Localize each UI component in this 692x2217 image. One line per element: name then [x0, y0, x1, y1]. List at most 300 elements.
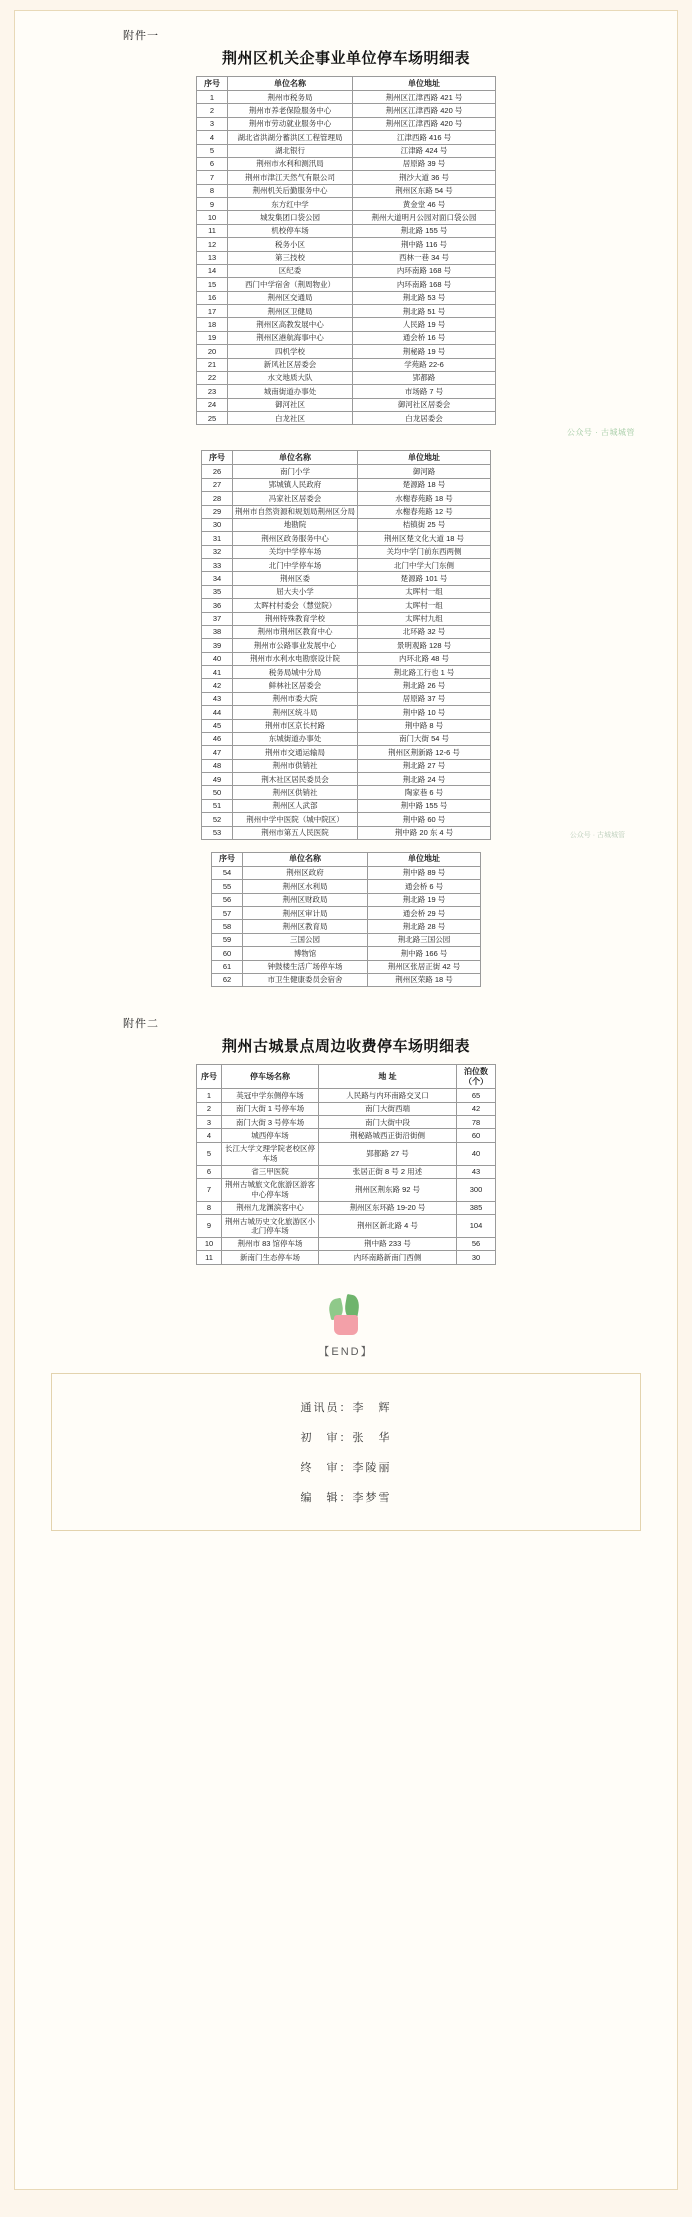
table-cell: 人民路与内环南路交叉口 — [319, 1089, 457, 1102]
table-cell: 新风社区居委会 — [228, 358, 353, 371]
table-row — [212, 973, 481, 986]
document-page — [0, 10, 692, 2217]
table-cell: 御河路 — [358, 465, 491, 478]
pot-icon — [334, 1315, 358, 1335]
table-row — [197, 157, 496, 170]
table-cell: 荆中路 10 号 — [358, 706, 491, 719]
table-row — [202, 465, 491, 478]
table-cell: 7 — [197, 1178, 222, 1201]
credit-row: 初 审：张 华 — [300, 1431, 392, 1444]
table-cell: 荆州区卫健局 — [228, 305, 353, 318]
table-cell: 陶家巷 6 号 — [358, 786, 491, 799]
table-cell: 荆州古城历史文化旅游区小北门停车场 — [222, 1215, 319, 1238]
table-cell: 荆州市津江天然气有限公司 — [228, 171, 353, 184]
table-cell: 荆州区港航海事中心 — [228, 331, 353, 344]
col-header-addr: 单位地址 — [358, 451, 491, 465]
table-cell: 60 — [212, 947, 243, 960]
table-cell: 城南街道办事处 — [228, 385, 353, 398]
table-cell: 南门小学 — [233, 465, 358, 478]
watermark-text: 公众号 · 古城城管 — [566, 428, 635, 438]
table-row — [202, 679, 491, 692]
table-cell: 钟鼓楼生活广场停车场 — [243, 960, 368, 973]
table-cell: 荆州区水利局 — [243, 880, 368, 893]
table-cell: 385 — [457, 1201, 496, 1214]
table-cell: 太晖村一组 — [358, 599, 491, 612]
attachment1-cont1-table — [201, 450, 491, 840]
table-cell: 104 — [457, 1215, 496, 1238]
table-cell: 税务局城中分局 — [233, 666, 358, 679]
table-cell: 荆北路工行也 1 号 — [358, 666, 491, 679]
table-row — [212, 933, 481, 946]
table-cell: 荆中路 166 号 — [368, 947, 481, 960]
table-header-row — [202, 451, 491, 465]
table-row — [202, 719, 491, 732]
table-cell: 鲜林社区居委会 — [233, 679, 358, 692]
table-row — [202, 612, 491, 625]
table-cell: 荆中路 60 号 — [358, 813, 491, 826]
table-cell: 43 — [202, 692, 233, 705]
table-cell: 荆州区政务服务中心 — [233, 532, 358, 545]
table-cell: 荆州区统斗局 — [233, 706, 358, 719]
table-cell: 荆中路 20 东 4 号 — [358, 826, 491, 839]
table-cell: 5 — [197, 1142, 222, 1165]
table-row — [197, 1142, 496, 1165]
table-cell: 24 — [197, 398, 228, 411]
table-cell: 33 — [202, 559, 233, 572]
table-cell: 郢都路 27 号 — [319, 1142, 457, 1165]
table-row — [202, 746, 491, 759]
table-cell: 荆北路 27 号 — [358, 759, 491, 772]
table-cell: 御河社区 — [228, 398, 353, 411]
table-cell: 英冠中学东侧停车场 — [222, 1089, 319, 1102]
end-block — [27, 1293, 665, 1359]
table-row — [197, 131, 496, 144]
table-cell: 南门大街西端 — [319, 1102, 457, 1115]
table-row — [197, 398, 496, 411]
table-cell: 荆州机关后勤服务中心 — [228, 184, 353, 197]
table-cell: 6 — [197, 1165, 222, 1178]
table-cell: 荆州市荆州区教育中心 — [233, 625, 358, 638]
table-cell: 50 — [202, 786, 233, 799]
table-cell: 通会桥 29 号 — [368, 907, 481, 920]
table-row — [202, 585, 491, 598]
table-cell: 荆州大道明月公园对面口袋公园 — [353, 211, 496, 224]
attachment1-cont2-table — [211, 852, 481, 987]
attachment1-title: 荆州区机关企事业单位停车场明细表 — [221, 50, 470, 67]
table-cell: 56 — [212, 893, 243, 906]
table-cell: 14 — [197, 264, 228, 277]
table-row — [197, 331, 496, 344]
table-cell: 荆州区高教发展中心 — [228, 318, 353, 331]
table-cell: 居原路 37 号 — [358, 692, 491, 705]
table-cell: 45 — [202, 719, 233, 732]
col-header-no: 序号 — [212, 852, 243, 866]
table-cell: 北环路 32 号 — [358, 625, 491, 638]
table-cell: 荆州市水利和测汛局 — [228, 157, 353, 170]
table-cell: 58 — [212, 920, 243, 933]
table-row — [197, 1251, 496, 1264]
table-cell: 18 — [197, 318, 228, 331]
table-row — [197, 371, 496, 384]
table-cell: 荆中路 233 号 — [319, 1237, 457, 1250]
table-header-row — [197, 77, 496, 91]
table-cell: 御河社区居委会 — [353, 398, 496, 411]
table-cell: 白龙居委会 — [353, 412, 496, 425]
table-cell: 8 — [197, 1201, 222, 1214]
table-cell: 新南门生态停车场 — [222, 1251, 319, 1264]
table-row — [202, 666, 491, 679]
table-cell: 荆州市第五人民医院 — [233, 826, 358, 839]
table-row — [202, 639, 491, 652]
table-cell: 楚源路 101 号 — [358, 572, 491, 585]
table-cell: 水榭春苑路 12 号 — [358, 505, 491, 518]
table-row — [197, 117, 496, 130]
table-cell: 南门大街中段 — [319, 1116, 457, 1129]
table-cell: 38 — [202, 625, 233, 638]
table-cell: 6 — [197, 157, 228, 170]
table-cell: 43 — [457, 1165, 496, 1178]
table-cell: 人民路 19 号 — [353, 318, 496, 331]
table-cell: 11 — [197, 1251, 222, 1264]
table-cell: 78 — [457, 1116, 496, 1129]
table-cell: 荆州区教育局 — [243, 920, 368, 933]
attachment1-cont2-body — [212, 866, 481, 986]
table-cell: 太晖村村委会（慧觉院） — [233, 599, 358, 612]
table-cell: 荆北路 19 号 — [368, 893, 481, 906]
table-row — [212, 907, 481, 920]
col-header-addr: 单位地址 — [368, 852, 481, 866]
table-row — [202, 652, 491, 665]
table-cell: 52 — [202, 813, 233, 826]
table-cell: 荆中路 155 号 — [358, 799, 491, 812]
table-cell: 65 — [457, 1089, 496, 1102]
table-cell: 荆州市税务局 — [228, 91, 353, 104]
table-cell: 荆北路 155 号 — [353, 224, 496, 237]
table-row — [197, 264, 496, 277]
attachment2-title: 荆州古城景点周边收费停车场明细表 — [221, 1038, 470, 1056]
table-cell: 4 — [197, 1129, 222, 1142]
table-cell: 53 — [202, 826, 233, 839]
table-cell: 城发集团口袋公园 — [228, 211, 353, 224]
table-cell: 市卫生健康委员会宿舍 — [243, 973, 368, 986]
table-cell: 地勘院 — [233, 518, 358, 531]
table-row — [197, 224, 496, 237]
col-header-no: 序号 — [197, 1065, 222, 1089]
table-cell: 荆州区政府 — [243, 866, 368, 879]
table-cell: 北门中学停车场 — [233, 559, 358, 572]
table-cell: 荆州区荆新路 12-6 号 — [358, 746, 491, 759]
table-cell: 太晖村一组 — [358, 585, 491, 598]
table-cell: 荆州市供销社 — [233, 759, 358, 772]
table-row — [197, 251, 496, 264]
table-cell: 12 — [197, 238, 228, 251]
table-cell: 荆北路 24 号 — [358, 773, 491, 786]
table-cell: 1 — [197, 91, 228, 104]
table-cell: 湖北省洪湖分蓄洪区工程管理局 — [228, 131, 353, 144]
table-cell: 22 — [197, 371, 228, 384]
table-cell: 荆秘路城西正街沿街侧 — [319, 1129, 457, 1142]
table-row — [202, 559, 491, 572]
table-cell: 江津西路 416 号 — [353, 131, 496, 144]
table-cell: 博物馆 — [243, 947, 368, 960]
table-cell: 44 — [202, 706, 233, 719]
table-cell: 60 — [457, 1129, 496, 1142]
table-row — [197, 1089, 496, 1102]
table-cell: 19 — [197, 331, 228, 344]
table-cell: 荆北路 53 号 — [353, 291, 496, 304]
table-cell: 南门大街 3 号停车场 — [222, 1116, 319, 1129]
table-row — [202, 706, 491, 719]
table-row — [212, 880, 481, 893]
plant-icon — [325, 1293, 367, 1337]
table-cell: 荆州市委大院 — [233, 692, 358, 705]
col-header-name: 单位名称 — [228, 77, 353, 91]
table-cell: 57 — [212, 907, 243, 920]
table-row — [197, 211, 496, 224]
table-row — [197, 412, 496, 425]
table-cell: 40 — [202, 652, 233, 665]
table-row — [197, 305, 496, 318]
attachment2-body — [197, 1089, 496, 1264]
table-row — [212, 893, 481, 906]
watermark-text-2: 公众号 · 古城城管 — [569, 831, 625, 839]
table-row — [212, 947, 481, 960]
table-cell: 荆州区东环路 19-20 号 — [319, 1201, 457, 1214]
table-row — [197, 238, 496, 251]
credit-row: 编 辑：李梦雪 — [300, 1491, 392, 1504]
table-cell: 荆州市劳动就业服务中心 — [228, 117, 353, 130]
table-cell: 内环南路 168 号 — [353, 278, 496, 291]
table-row — [202, 599, 491, 612]
col-header-name: 单位名称 — [233, 451, 358, 465]
table-cell: 荆州区新北路 4 号 — [319, 1215, 457, 1238]
table-cell: 楚源路 18 号 — [358, 478, 491, 491]
table-cell: 54 — [212, 866, 243, 879]
table-row — [202, 545, 491, 558]
table-cell: 荆北路 26 号 — [358, 679, 491, 692]
col-header-capacity: 泊位数（个） — [457, 1065, 496, 1089]
table-cell: 51 — [202, 799, 233, 812]
table-row — [197, 1165, 496, 1178]
table-cell: 郢城镇人民政府 — [233, 478, 358, 491]
table-cell: 23 — [197, 385, 228, 398]
table-cell: 47 — [202, 746, 233, 759]
table-cell: 机校停车场 — [228, 224, 353, 237]
table-row — [197, 144, 496, 157]
table-cell: 市场路 7 号 — [353, 385, 496, 398]
table-cell: 荆州中学中医院（城中院区） — [233, 813, 358, 826]
table-cell: 东城街道办事处 — [233, 732, 358, 745]
table-cell: 荆州区荆东路 92 号 — [319, 1178, 457, 1201]
table-cell: 17 — [197, 305, 228, 318]
table-cell: 学苑路 22-6 — [353, 358, 496, 371]
table-cell: 张居正街 8 号 2 用述 — [319, 1165, 457, 1178]
table-cell: 关均中学门前东西两侧 — [358, 545, 491, 558]
table-cell: 28 — [202, 492, 233, 505]
table-row — [202, 799, 491, 812]
table-cell: 荆中路 116 号 — [353, 238, 496, 251]
table-row — [202, 759, 491, 772]
table-cell: 荆州市区京长村路 — [233, 719, 358, 732]
table-cell: 荆州市水利水电勘察设计院 — [233, 652, 358, 665]
table-cell: 3 — [197, 117, 228, 130]
table-cell: 4 — [197, 131, 228, 144]
table-cell: 10 — [197, 1237, 222, 1250]
table-cell: 42 — [457, 1102, 496, 1115]
table-cell: 荆州区荣路 18 号 — [368, 973, 481, 986]
table-cell: 景明观路 128 号 — [358, 639, 491, 652]
table-cell: 郢都路 — [353, 371, 496, 384]
table-cell: 荆州区江津西路 420 号 — [353, 104, 496, 117]
table-cell: 8 — [197, 184, 228, 197]
attachment1-table — [196, 76, 496, 425]
table-cell: 三国公园 — [243, 933, 368, 946]
table-cell: 46 — [202, 732, 233, 745]
table-cell: 荆北路 51 号 — [353, 305, 496, 318]
attachment1-label: 附件一 — [123, 30, 159, 42]
table-row — [197, 318, 496, 331]
table-cell: 区纪委 — [228, 264, 353, 277]
col-header-no: 序号 — [202, 451, 233, 465]
table-cell: 35 — [202, 585, 233, 598]
table-row — [202, 692, 491, 705]
credit-row: 通讯员：李 辉 — [300, 1401, 392, 1414]
table-cell: 30 — [202, 518, 233, 531]
table-cell: 20 — [197, 345, 228, 358]
table-cell: 25 — [197, 412, 228, 425]
table-row — [197, 171, 496, 184]
table-cell: 31 — [202, 532, 233, 545]
table-cell: 2 — [197, 104, 228, 117]
table-cell: 荆中路 89 号 — [368, 866, 481, 879]
credit-row: 终 审：李陵丽 — [300, 1461, 392, 1474]
table-cell: 荆沙大道 36 号 — [353, 171, 496, 184]
attachment2-table — [196, 1064, 496, 1264]
table-cell: 通会桥 6 号 — [368, 880, 481, 893]
table-cell: 关均中学停车场 — [233, 545, 358, 558]
table-cell: 42 — [202, 679, 233, 692]
table-row — [202, 518, 491, 531]
table-cell: 白龙社区 — [228, 412, 353, 425]
table-cell: 荆州市交通运输局 — [233, 746, 358, 759]
table-cell: 荆州区审计局 — [243, 907, 368, 920]
table-cell: 1 — [197, 1089, 222, 1102]
table-row — [202, 478, 491, 491]
table-row — [197, 1178, 496, 1201]
table-cell: 32 — [202, 545, 233, 558]
table-cell: 东方红中学 — [228, 198, 353, 211]
table-cell: 41 — [202, 666, 233, 679]
table-cell: 荆州市公路事业发展中心 — [233, 639, 358, 652]
table-row — [197, 1237, 496, 1250]
table-cell: 荆木社区居民委员会 — [233, 773, 358, 786]
table-row — [197, 198, 496, 211]
attachment1-cont1-body — [202, 465, 491, 840]
table-row — [197, 184, 496, 197]
table-cell: 10 — [197, 211, 228, 224]
table-row — [202, 505, 491, 518]
table-cell: 荆中路 8 号 — [358, 719, 491, 732]
table-cell: 34 — [202, 572, 233, 585]
table-cell: 37 — [202, 612, 233, 625]
table-cell: 荆州市自然资源和规划局荆州区分局 — [233, 505, 358, 518]
table-cell: 39 — [202, 639, 233, 652]
table-cell: 7 — [197, 171, 228, 184]
table-cell: 29 — [202, 505, 233, 518]
table-row — [197, 1102, 496, 1115]
table-cell: 省三甲医院 — [222, 1165, 319, 1178]
table-cell: 荆州区委 — [233, 572, 358, 585]
table-row — [212, 866, 481, 879]
table-cell: 11 — [197, 224, 228, 237]
attachment1-body — [197, 91, 496, 425]
table-cell: 荆州古城旅文化旅游区游客中心停车场 — [222, 1178, 319, 1201]
table-cell: 9 — [197, 198, 228, 211]
table-cell: 2 — [197, 1102, 222, 1115]
table-cell: 荆州市 83 馆停车场 — [222, 1237, 319, 1250]
table-cell: 荆州特殊教育学校 — [233, 612, 358, 625]
table-cell: 30 — [457, 1251, 496, 1264]
table-cell: 四机学校 — [228, 345, 353, 358]
table-cell: 税务小区 — [228, 238, 353, 251]
table-cell: 南门大街 1 号停车场 — [222, 1102, 319, 1115]
table-cell: 59 — [212, 933, 243, 946]
table-cell: 15 — [197, 278, 228, 291]
table-cell: 荆秘路 19 号 — [353, 345, 496, 358]
table-cell: 26 — [202, 465, 233, 478]
table-cell: 荆州区江津西路 420 号 — [353, 117, 496, 130]
table-cell: 56 — [457, 1237, 496, 1250]
table-row — [197, 91, 496, 104]
table-cell: 南门大街 54 号 — [358, 732, 491, 745]
table-row — [197, 291, 496, 304]
table-cell: 水榭春苑路 18 号 — [358, 492, 491, 505]
table-row — [197, 358, 496, 371]
table-cell: 长江大学文理学院老校区停车场 — [222, 1142, 319, 1165]
col-header-addr: 单位地址 — [353, 77, 496, 91]
table-row — [202, 625, 491, 638]
table-cell: 13 — [197, 251, 228, 264]
col-header-no: 序号 — [197, 77, 228, 91]
table-cell: 48 — [202, 759, 233, 772]
table-cell: 屈大夫小学 — [233, 585, 358, 598]
table-cell: 太晖村九组 — [358, 612, 491, 625]
table-cell: 荆州九龙渊滨客中心 — [222, 1201, 319, 1214]
table-cell: 桔镇街 25 号 — [358, 518, 491, 531]
table-cell: 5 — [197, 144, 228, 157]
col-header-address: 地 址 — [319, 1065, 457, 1089]
table-cell: 城西停车场 — [222, 1129, 319, 1142]
table-row — [202, 532, 491, 545]
table-cell: 3 — [197, 1116, 222, 1129]
table-cell: 荆州区财政局 — [243, 893, 368, 906]
table-cell: 西林一巷 34 号 — [353, 251, 496, 264]
table-cell: 300 — [457, 1178, 496, 1201]
table-cell: 荆州区交通局 — [228, 291, 353, 304]
table-cell: 40 — [457, 1142, 496, 1165]
table-cell: 北门中学大门东侧 — [358, 559, 491, 572]
table-row — [197, 345, 496, 358]
table-cell: 荆州区人武部 — [233, 799, 358, 812]
table-cell: 62 — [212, 973, 243, 986]
table-row — [197, 278, 496, 291]
table-cell: 55 — [212, 880, 243, 893]
table-row — [202, 786, 491, 799]
table-cell: 荆州区东路 54 号 — [353, 184, 496, 197]
end-text: 【END】 — [318, 1345, 374, 1358]
table-header-row — [212, 852, 481, 866]
table-cell: 西门中学宿舍（荆周物业） — [228, 278, 353, 291]
